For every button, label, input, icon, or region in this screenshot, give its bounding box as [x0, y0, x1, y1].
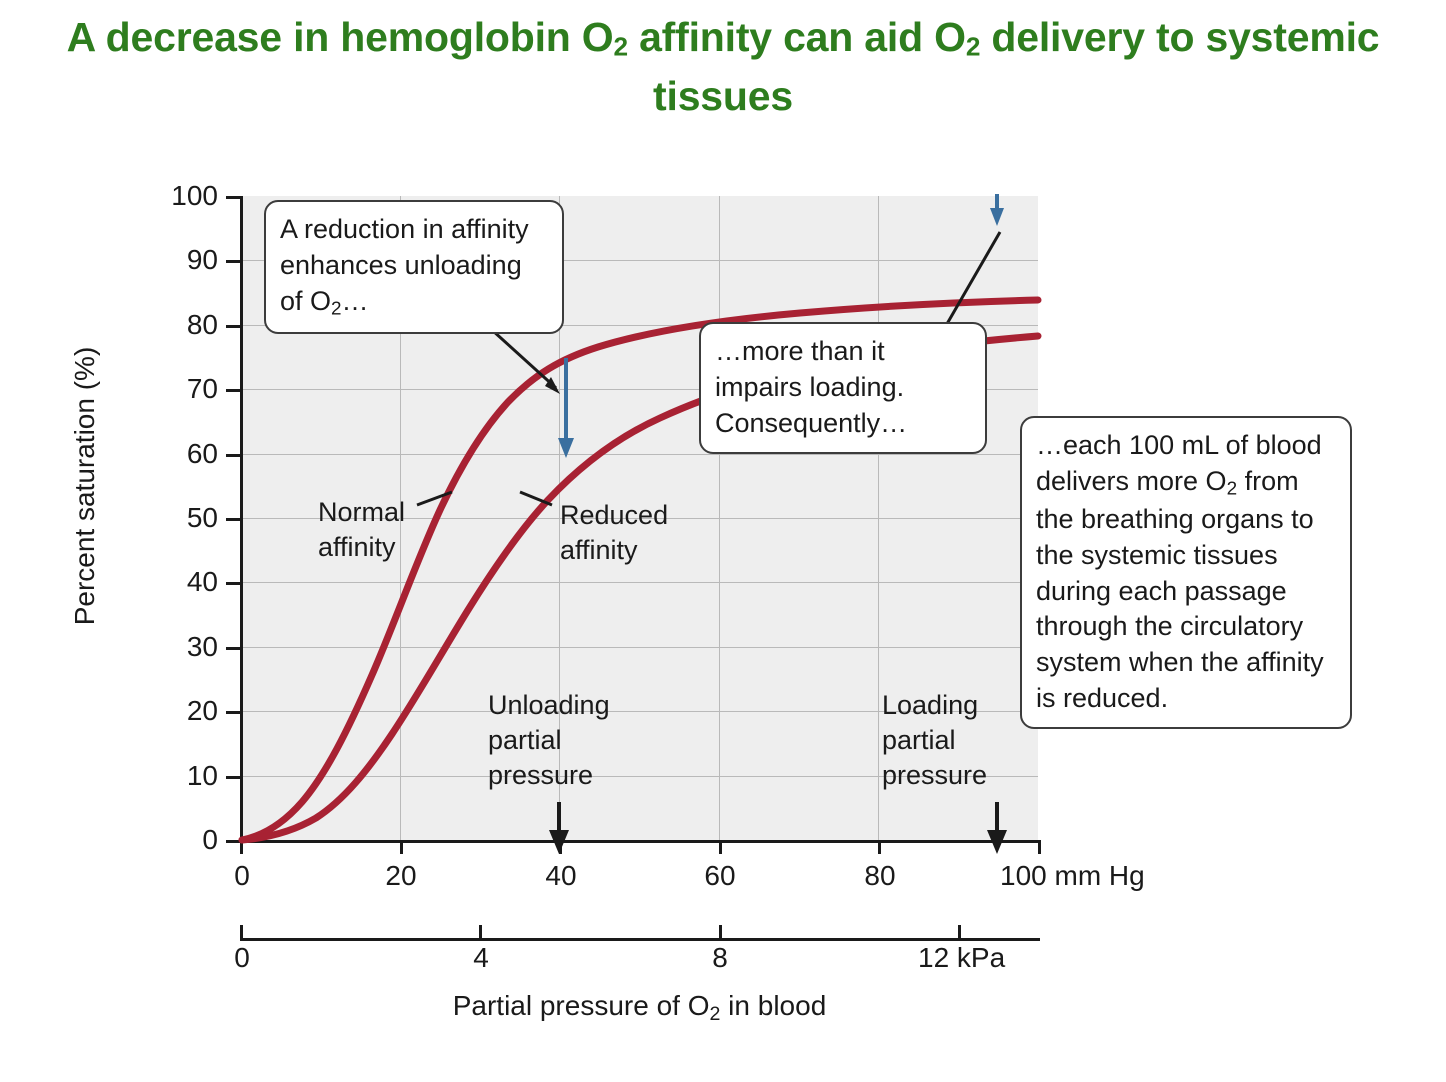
label-unloading-line2: partial: [488, 725, 562, 756]
x-tick-0: [240, 840, 243, 854]
page-title: [0, 8, 1446, 127]
label-unloading-partial-pressure: [488, 688, 668, 793]
gridline-horizontal-40: [241, 582, 1038, 583]
kpa-ticklabel-12: 12 kPa: [918, 942, 1006, 973]
x-tick-60: [719, 840, 722, 854]
gridline-horizontal-60: [241, 454, 1038, 455]
x-axis-title-sub: 2: [709, 1002, 721, 1025]
y-tick-30: [226, 647, 241, 650]
x-tick-20: [400, 840, 403, 854]
x-ticklabel-40: 40: [545, 860, 577, 891]
secondary-x-axis: [240, 938, 1040, 941]
label-normal-affinity-line2: affinity: [318, 532, 396, 563]
y-ticklabel-90: 90: [186, 244, 218, 275]
title-sub-1: 2: [613, 31, 628, 62]
x-ticklabel-80: 80: [864, 860, 896, 891]
label-loading-line2: partial: [882, 725, 956, 756]
x-ticklabel-0: 0: [234, 860, 250, 891]
y-ticklabel-60: 60: [186, 438, 218, 469]
label-unloading-line1: Unloading: [488, 690, 610, 720]
x-axis-title-prefix: Partial pressure of O: [452, 990, 710, 1021]
y-ticklabel-100: 100: [171, 180, 218, 211]
title-text-part1: A decrease in hemoglobin O: [66, 14, 614, 60]
x-ticklabel-100: 100 mm Hg: [1000, 860, 1145, 891]
y-tick-80: [226, 325, 241, 328]
y-tick-20: [226, 711, 241, 714]
oxygen-dissociation-chart: [0, 170, 1446, 1070]
title-sub-2: 2: [965, 31, 981, 62]
y-tick-70: [226, 389, 241, 392]
x-tick-40: [559, 840, 562, 854]
callout-reduction-in-affinity: A reduction in affinity enhances unloading of $O_2\dots$: [264, 200, 564, 334]
kpa-tick-0: [240, 925, 243, 939]
label-normal-affinity-line1: Normal: [318, 497, 406, 527]
y-axis-title: Percent saturation (%): [69, 346, 100, 626]
label-reduced-affinity: [560, 498, 720, 568]
x-axis-title-suffix: in blood: [720, 990, 827, 1021]
x-axis-title: [241, 990, 1038, 1026]
kpa-ticklabel-8: 8: [712, 942, 728, 973]
x-ticklabel-20: 20: [385, 860, 417, 891]
y-tick-50: [226, 518, 241, 521]
y-tick-60: [226, 454, 241, 457]
y-ticklabel-20: 20: [186, 695, 218, 726]
x-axis: [240, 840, 1040, 843]
y-tick-10: [226, 776, 241, 779]
x-tick-80: [878, 840, 881, 854]
callout-each-100ml-blood: …each 100 mL of blood delivers more $O_2$ from the breathing organs to the systemic tissues during each passage through the circulatory system when the affinity is reduced.: [1020, 416, 1352, 729]
label-reduced-affinity-line2: affinity: [560, 535, 638, 566]
y-ticklabel-0: 0: [202, 824, 218, 855]
y-ticklabel-80: 80: [186, 309, 218, 340]
kpa-ticklabel-4: 4: [473, 942, 489, 973]
callout-more-than-impairs-loading: …more than it impairs loading. Consequently…: [699, 322, 987, 454]
y-ticklabel-10: 10: [186, 760, 218, 791]
x-tick-100: [1038, 840, 1041, 854]
kpa-tick-4: [479, 925, 482, 939]
label-unloading-line3: pressure: [488, 760, 594, 791]
kpa-ticklabel-0: 0: [234, 942, 250, 973]
gridline-horizontal-30: [241, 647, 1038, 648]
label-reduced-affinity-line1: Reduced: [560, 500, 669, 530]
y-ticklabel-50: 50: [186, 502, 218, 533]
y-tick-100: [226, 196, 241, 199]
y-tick-90: [226, 260, 241, 263]
label-loading-line3: pressure: [882, 760, 988, 791]
y-ticklabel-40: 40: [186, 566, 218, 597]
label-normal-affinity: [318, 495, 448, 565]
title-text-part3: delivery to systemic tissues: [653, 14, 1380, 120]
title-text-part2: affinity can aid O: [627, 14, 966, 60]
y-ticklabel-70: 70: [186, 373, 218, 404]
x-ticklabel-60: 60: [704, 860, 736, 891]
y-tick-40: [226, 582, 241, 585]
kpa-tick-8: [719, 925, 722, 939]
y-ticklabel-30: 30: [186, 631, 218, 662]
label-loading-line1: Loading: [882, 690, 979, 720]
y-tick-0: [226, 840, 241, 843]
kpa-tick-12: [958, 925, 961, 939]
